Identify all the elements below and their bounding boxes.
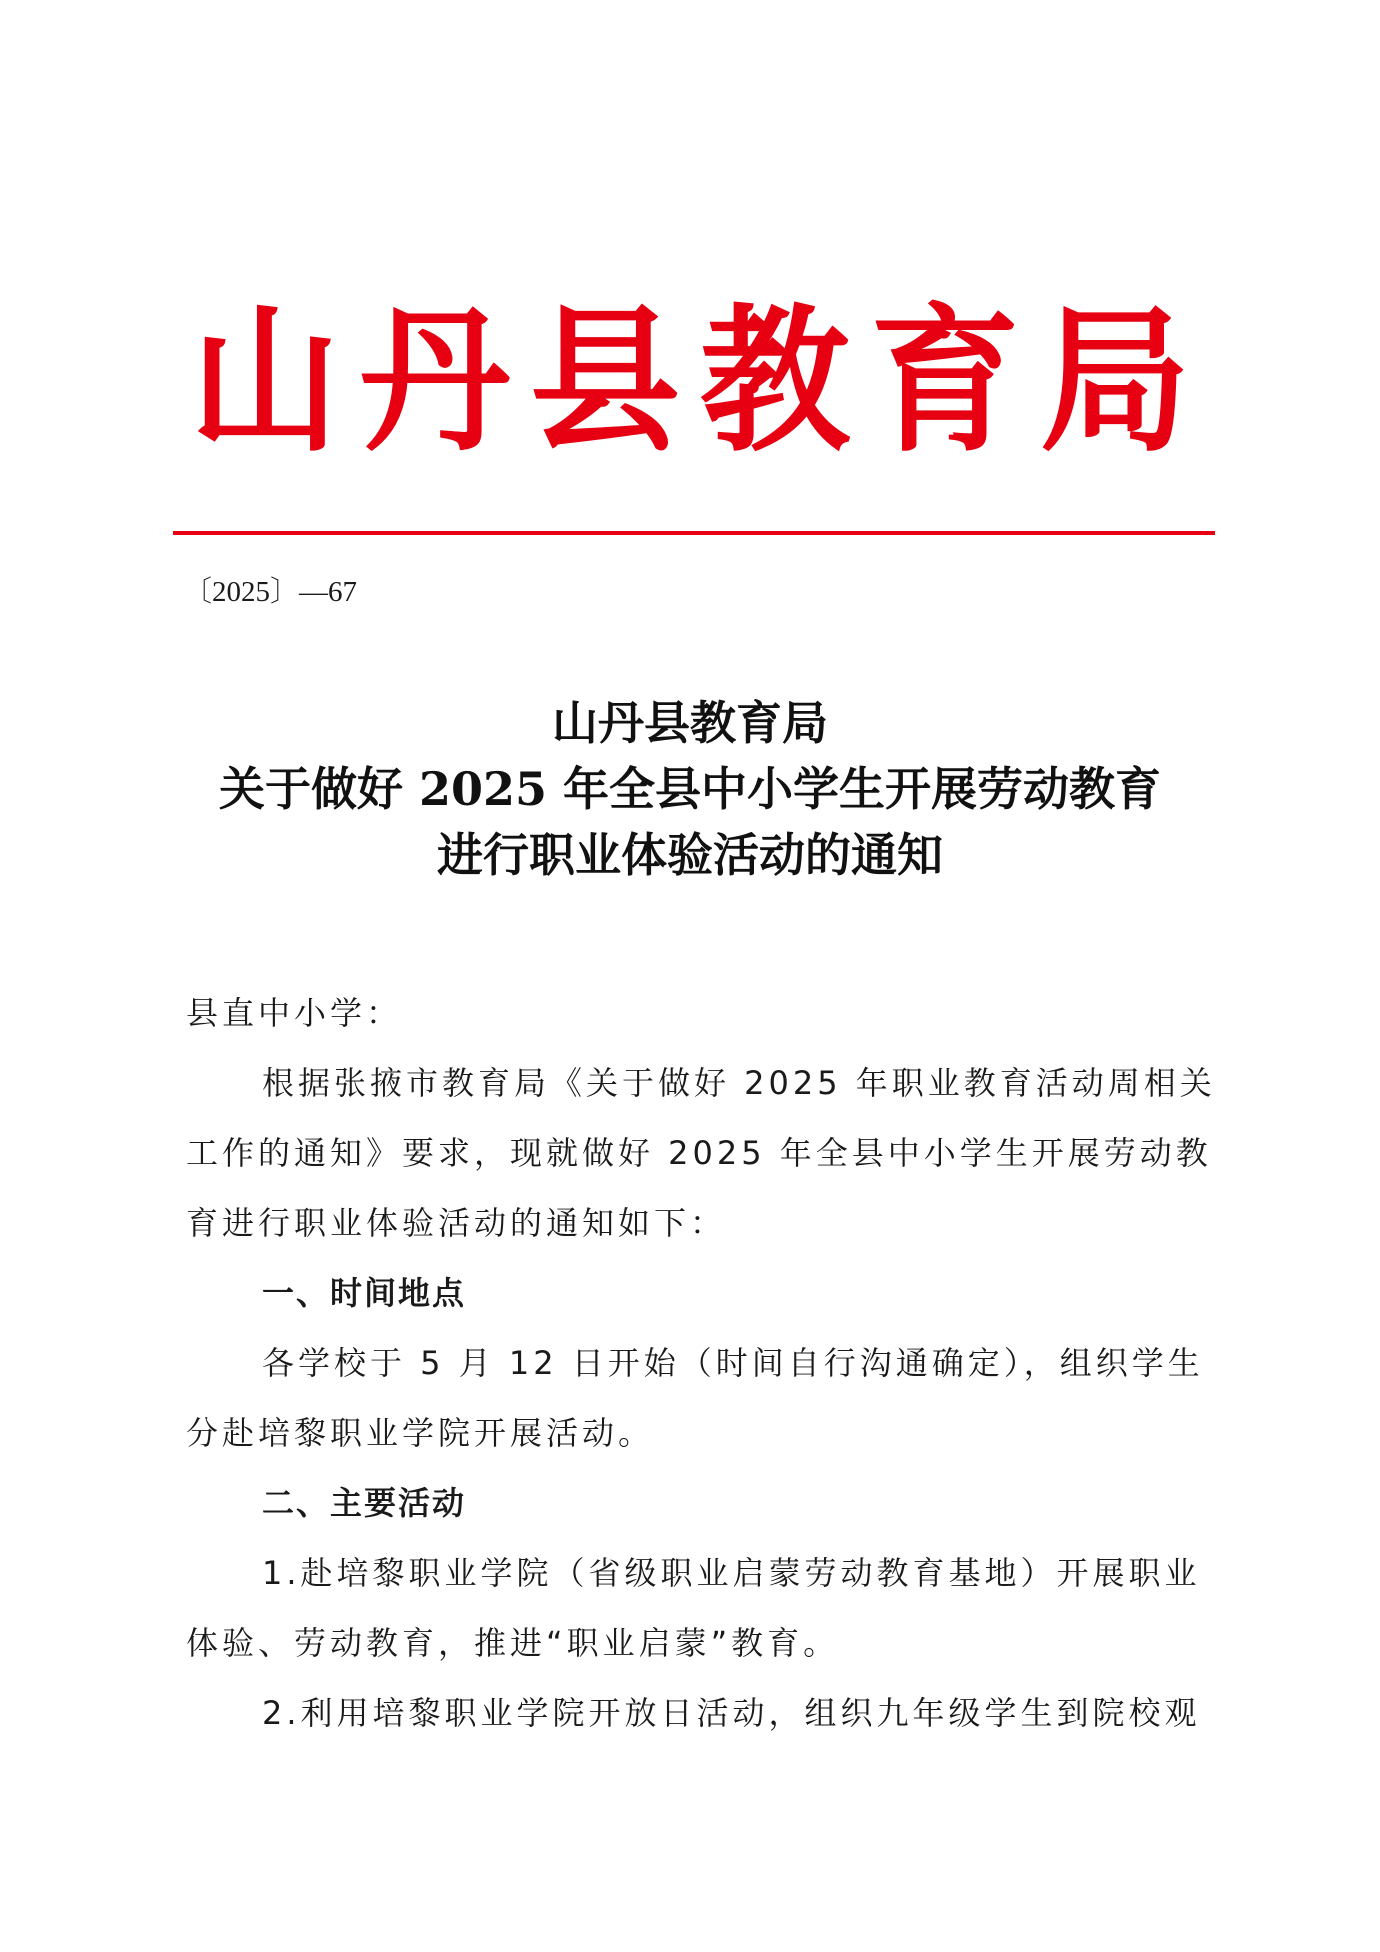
red-divider-line [173, 531, 1215, 535]
section-heading-time-location: 一、时间地点 [262, 1274, 467, 1312]
section-heading-main-activities: 二、主要活动 [262, 1484, 467, 1522]
salutation: 县直中小学： [186, 994, 403, 1032]
title-line-2: 关于做好 2025 年全县中小学生开展劳动教育 [218, 762, 1162, 816]
title-line-1: 山丹县教育局 [552, 696, 828, 750]
document-body [186, 978, 1216, 1748]
intro-paragraph: 根据张掖市教育局《关于做好 2025 年职业教育活动周相关工作的通知》要求，现就做好 2025 年全县中小学生开展劳动教育进行职业体验活动的通知如下： [186, 1064, 1216, 1242]
masthead-title: 山丹县教育局 [190, 288, 1211, 474]
activity-item-1: 1.赴培黎职业学院（省级职业启蒙劳动教育基地）开展职业体验、劳动教育，推进“职业启蒙”教育。 [186, 1554, 1201, 1662]
activity-item-2: 2.利用培黎职业学院开放日活动，组织九年级学生到院校观 [262, 1694, 1201, 1732]
document-number: 〔2025〕—67 [183, 576, 358, 608]
document-title [150, 690, 1230, 888]
title-line-3: 进行职业体验活动的通知 [437, 828, 943, 882]
section-paragraph-time-location: 各学校于 5 月 12 日开始（时间自行沟通确定），组织学生分赴培黎职业学院开展活动。 [186, 1344, 1204, 1452]
